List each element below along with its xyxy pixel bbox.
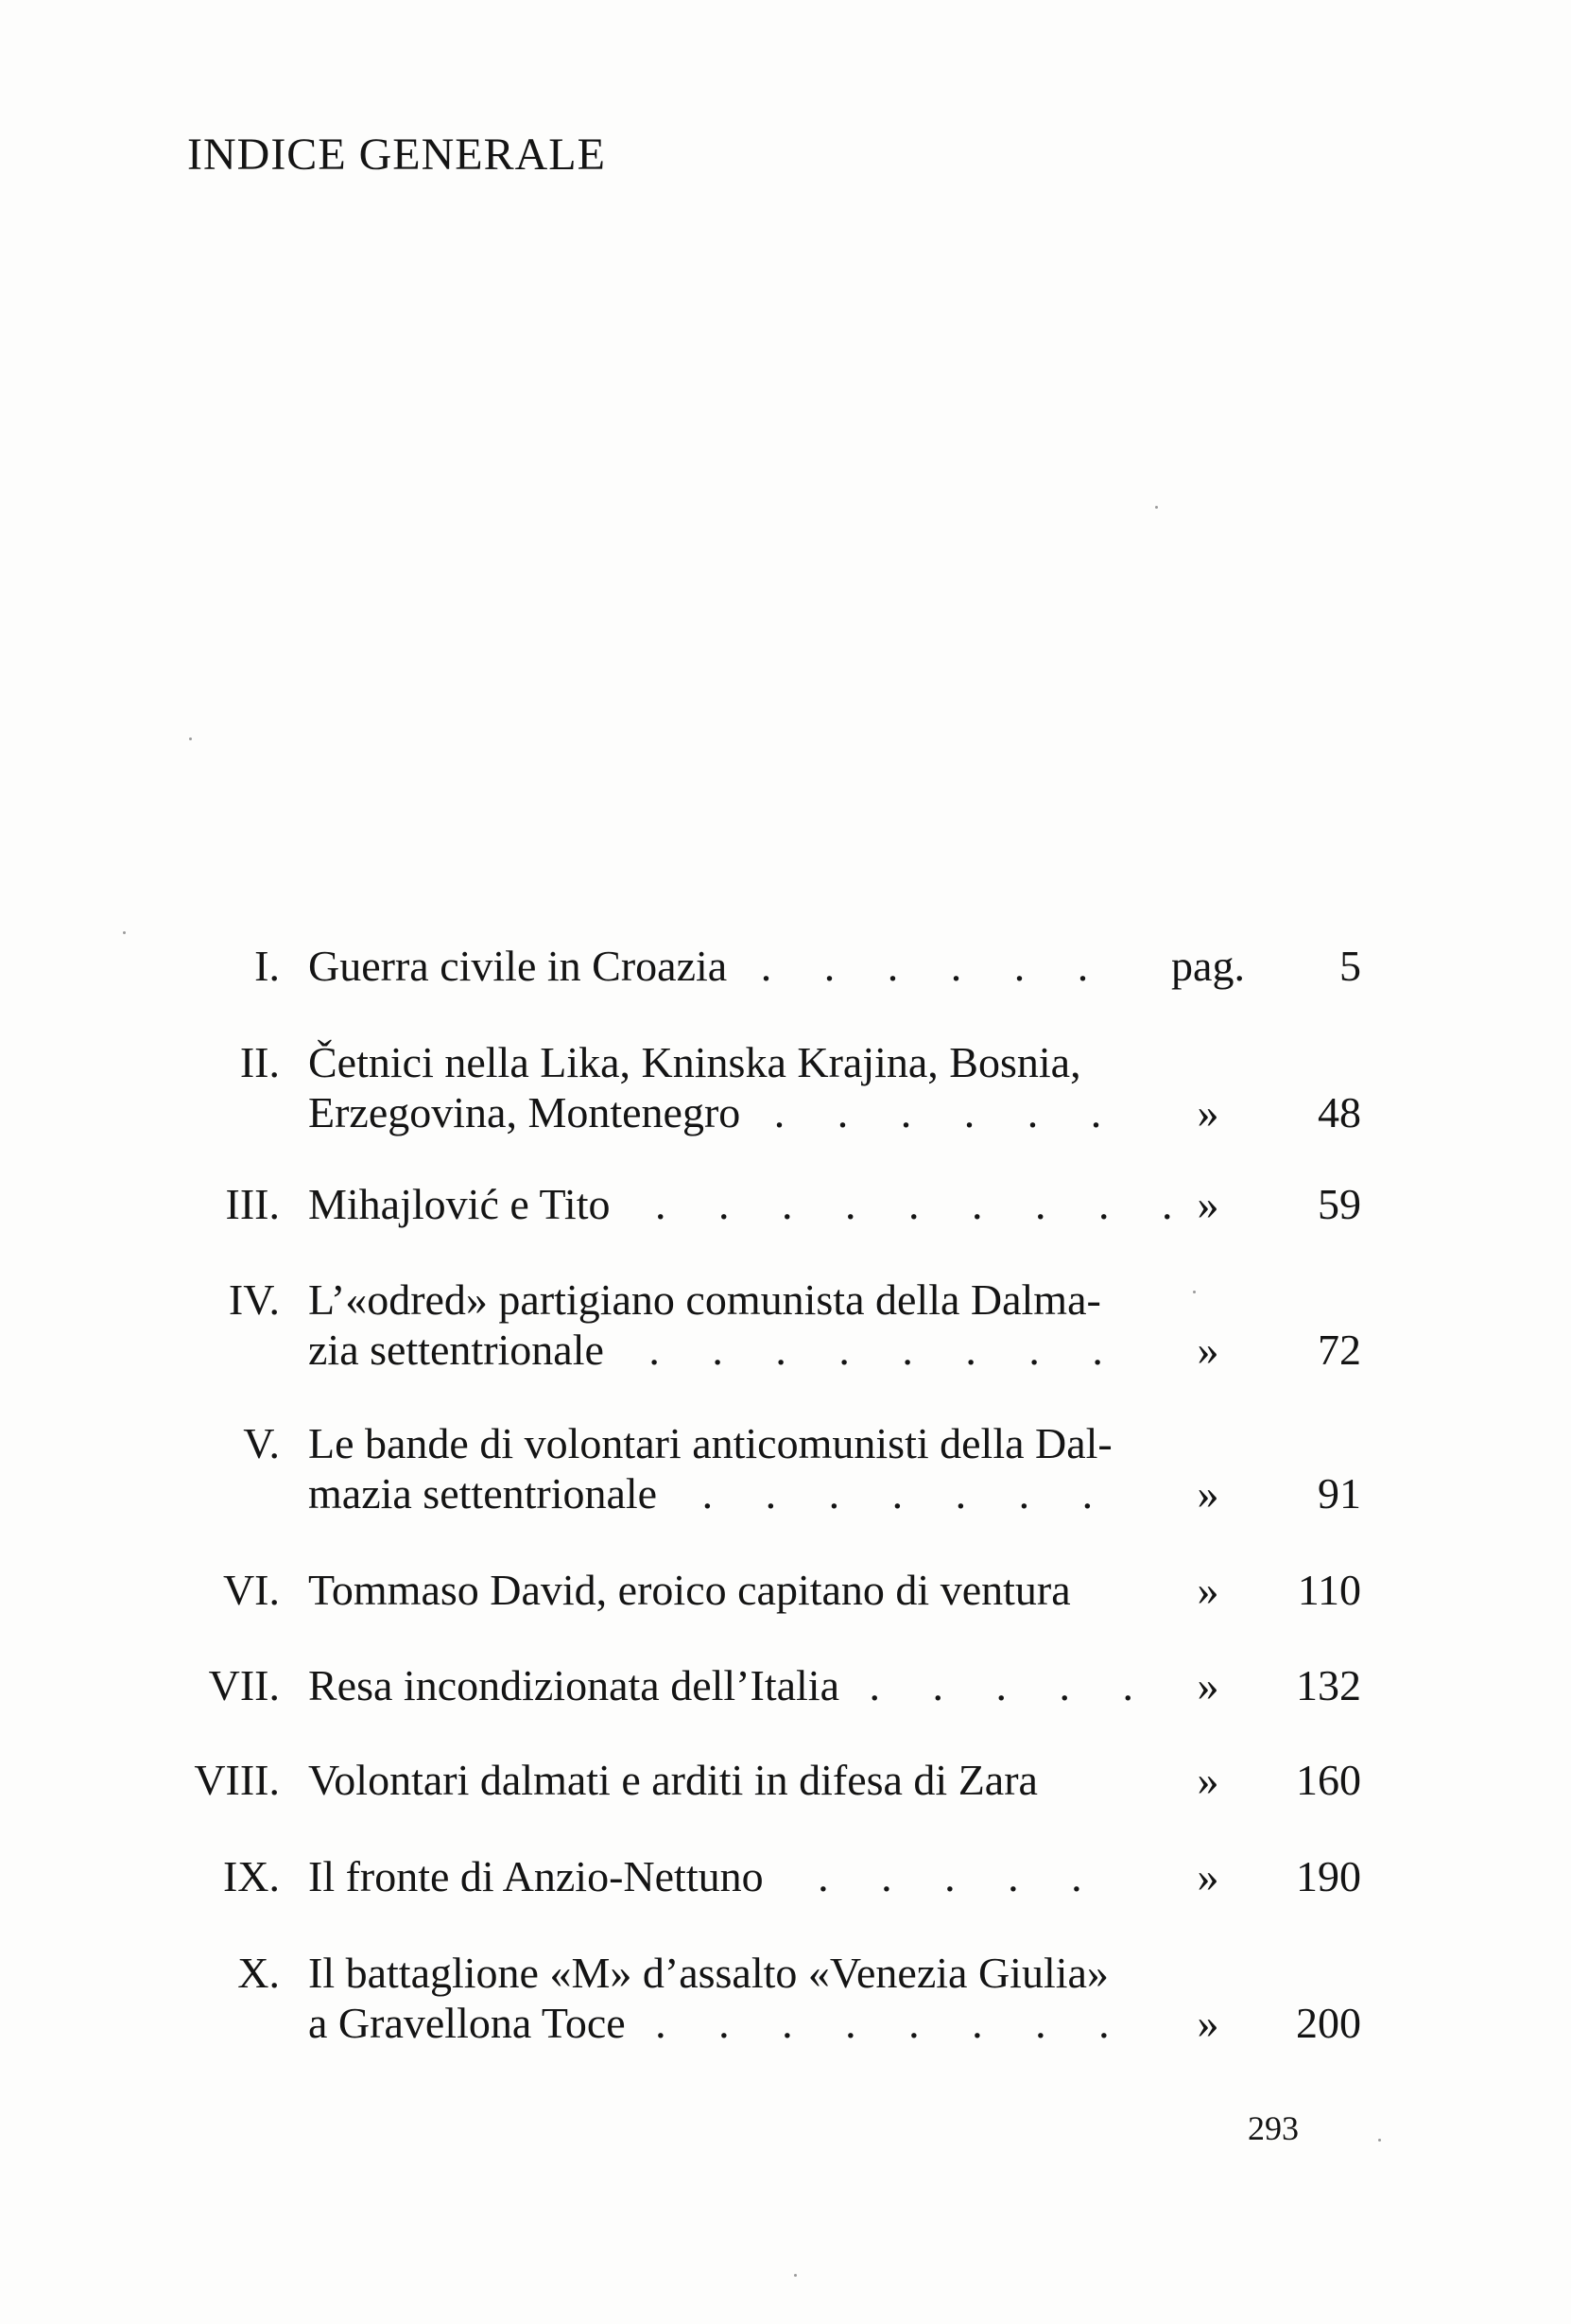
- page-number: 160: [1296, 1756, 1361, 1804]
- page-number: 91: [1318, 1469, 1361, 1518]
- entry-title-cont: mazia settentrionale: [308, 1469, 658, 1518]
- entry-number: VII.: [208, 1661, 280, 1709]
- entry-title-line: [308, 1325, 1124, 1375]
- page-ref-label: »: [1197, 1566, 1219, 1614]
- page-ref-label: »: [1197, 1852, 1219, 1900]
- page-folio: 293: [1248, 2109, 1299, 2147]
- page-ref-label: »: [1197, 1180, 1219, 1228]
- entry-title-line: [308, 1998, 1131, 2048]
- entry-title-line: [308, 1851, 1103, 1901]
- leader-dots: . . . . .: [818, 1852, 1103, 1900]
- entry-title: Četnici nella Lika, Kninska Krajina, Bosnia,: [308, 1038, 1081, 1086]
- entry-title: Volontari dalmati e arditi in difesa di Zara: [308, 1756, 1038, 1804]
- entry-title: Il battaglione «M» d’assalto «Venezia Giulia»: [308, 1949, 1109, 1997]
- page-title: INDICE GENERALE: [187, 130, 606, 180]
- leader-dots: . . . . .: [869, 1661, 1154, 1709]
- entry-title-line: [308, 1660, 1154, 1710]
- entry-title-cont: a Gravellona Toce: [308, 1999, 626, 2047]
- page-ref-label: »: [1197, 1469, 1219, 1518]
- page-number: 72: [1318, 1326, 1361, 1374]
- entry-title-line: [308, 1179, 1193, 1229]
- entry-number: VIII.: [194, 1756, 280, 1804]
- leader-dots: . . . . . . .: [701, 1469, 1114, 1518]
- leader-dots: . . . . . . . .: [648, 1326, 1124, 1374]
- page-number: 190: [1296, 1852, 1361, 1900]
- page-number: 59: [1318, 1180, 1361, 1228]
- scan-speck: [189, 737, 192, 740]
- entry-number: V.: [243, 1419, 280, 1467]
- entry-title: Tommaso David, eroico capitano di ventura: [308, 1566, 1071, 1614]
- page-number: 48: [1318, 1088, 1361, 1136]
- page-ref-label: pag.: [1171, 942, 1245, 990]
- entry-number: IV.: [228, 1275, 280, 1324]
- entry-title: Il fronte di Anzio-Nettuno: [308, 1852, 764, 1900]
- leader-dots: . . . . . . . .: [655, 1999, 1131, 2047]
- page-ref-label: »: [1197, 1999, 1219, 2047]
- page-number: 110: [1297, 1566, 1361, 1614]
- leader-dots: . . . . . . . . .: [654, 1180, 1194, 1228]
- scan-speck: [1193, 1291, 1196, 1293]
- entry-number: X.: [237, 1949, 280, 1997]
- entry-title: Mihajlović e Tito: [308, 1180, 611, 1228]
- page-ref-label: »: [1197, 1661, 1219, 1709]
- entry-title-line: [308, 1087, 1122, 1137]
- page-number: 132: [1296, 1661, 1361, 1709]
- page-number: 200: [1296, 1999, 1361, 2047]
- entry-title: Resa incondizionata dell’Italia: [308, 1661, 839, 1709]
- entry-title-cont: zia settentrionale: [308, 1326, 604, 1374]
- entry-number: II.: [239, 1038, 280, 1086]
- entry-title-cont: Erzegovina, Montenegro: [308, 1088, 741, 1136]
- scan-speck: [1155, 506, 1158, 509]
- page-number: 5: [1339, 942, 1361, 990]
- entry-number: III.: [225, 1180, 280, 1228]
- scan-speck: [123, 931, 126, 934]
- entry-number: I.: [254, 942, 280, 990]
- entry-title: Le bande di volontari anticomunisti della Dal-: [308, 1419, 1113, 1467]
- page-ref-label: »: [1197, 1326, 1219, 1374]
- entry-title-line: [308, 941, 1109, 991]
- entry-number: VI.: [222, 1566, 280, 1614]
- entry-number: IX.: [222, 1852, 280, 1900]
- entry-title: L’«odred» partigiano comunista della Dalma-: [308, 1275, 1101, 1324]
- page-ref-label: »: [1197, 1756, 1219, 1804]
- scan-speck: [794, 2274, 797, 2277]
- entry-title: Guerra civile in Croazia: [308, 942, 728, 990]
- scan-speck: [1378, 2139, 1381, 2142]
- leader-dots: . . . . . .: [760, 942, 1110, 990]
- entry-title-line: [308, 1468, 1114, 1518]
- page-ref-label: »: [1197, 1088, 1219, 1136]
- leader-dots: . . . . . .: [773, 1088, 1123, 1136]
